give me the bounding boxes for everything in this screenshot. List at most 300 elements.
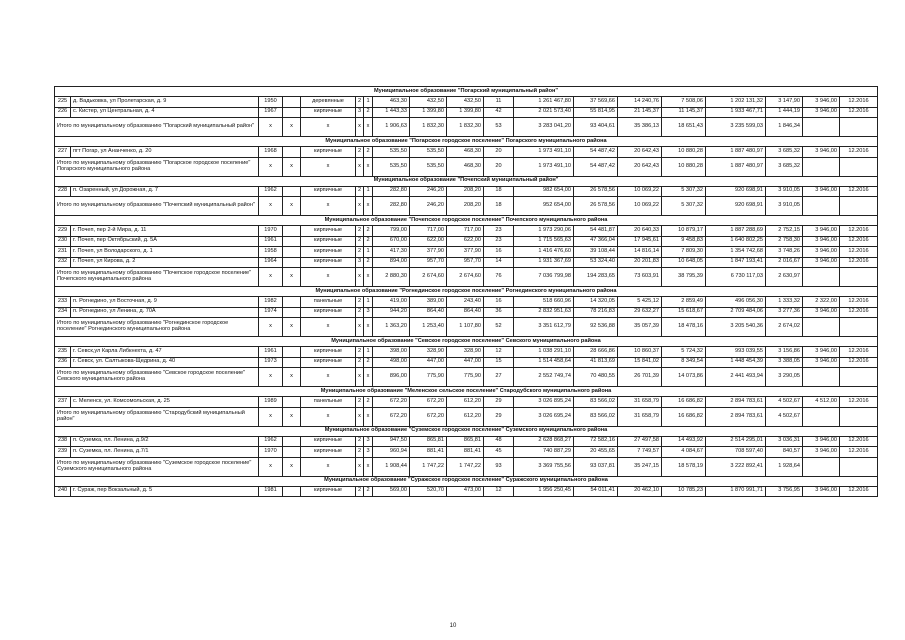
cell-no: 239	[55, 447, 71, 458]
cell-cost-region: 31 658,79	[618, 397, 662, 408]
cell-cost-per-m2: 2 758,30	[766, 236, 803, 247]
cell-cost-local: 7 508,06	[662, 97, 706, 108]
total-cost-total: 3 351 612,79	[514, 318, 574, 337]
cell-cost-limit: 3 946,00	[803, 307, 840, 318]
cell-cost-region: 15 841,02	[618, 357, 662, 368]
total-area-private: 208,20	[447, 197, 484, 216]
cell-walls: кирпичные	[301, 226, 356, 237]
total-area-living: 1 253,40	[410, 318, 447, 337]
total-d: x	[356, 457, 364, 476]
cell-area-living: 432,50	[410, 97, 447, 108]
cell-area-total: 417,30	[373, 247, 410, 258]
total-b: x	[283, 197, 301, 216]
total-area-private: 1 747,22	[447, 457, 484, 476]
cell-walls: кирпичные	[301, 247, 356, 258]
total-d: x	[356, 318, 364, 337]
total-cost-total: 2 552 749,74	[514, 368, 574, 387]
cell-cost-total: 1 956 250,45	[514, 486, 574, 497]
cell-no: 237	[55, 397, 71, 408]
cell-cost-fund: 54 011,41	[574, 486, 618, 497]
cell-deadline: 12.2016	[840, 186, 878, 197]
cell-cost-owners: 1 887 480,97	[706, 147, 766, 158]
cell-cost-local: 10 785,23	[662, 486, 706, 497]
cell-cost-region: 5 425,12	[618, 297, 662, 308]
section-title: Муниципальное образование "Меленское сельское поселение" Стародубского муниципального района	[55, 387, 878, 397]
cell-area-living: 447,00	[410, 357, 447, 368]
cell-area-private: 957,70	[447, 257, 484, 268]
total-residents: 76	[484, 268, 514, 287]
cell-cost-fund: 78 216,83	[574, 307, 618, 318]
total-b: x	[283, 118, 301, 137]
cell-cost-limit: 3 946,00	[803, 486, 840, 497]
section-title: Муниципальное образование "Почепский муниципальный район"	[55, 176, 878, 186]
total-b: x	[283, 407, 301, 426]
cell-floors: 2	[356, 307, 364, 318]
cell-cost-limit: 3 946,00	[803, 236, 840, 247]
cell-floors: 2	[356, 357, 364, 368]
total-area-total: 535,50	[373, 157, 410, 176]
cell-area-total: 944,20	[373, 307, 410, 318]
cell-address: п. Озаренный, ул Дорожная, д. 7	[71, 186, 259, 197]
cell-deadline: 12.2016	[840, 236, 878, 247]
blank-cell	[840, 407, 878, 426]
cell-walls: панельные	[301, 397, 356, 408]
cell-address: г. Севск, ул. Салтыкова-Щедрина, д. 40	[71, 357, 259, 368]
total-d: x	[356, 268, 364, 287]
cell-walls: кирпичные	[301, 436, 356, 447]
cell-walls: кирпичные	[301, 186, 356, 197]
total-residents: 18	[484, 197, 514, 216]
cell-cost-owners: 496 056,30	[706, 297, 766, 308]
section-header	[55, 137, 878, 147]
cell-cost-limit: 3 946,00	[803, 247, 840, 258]
cell-cost-per-m2: 3 685,32	[766, 147, 803, 158]
blank-cell	[283, 486, 301, 497]
total-c: x	[301, 457, 356, 476]
cell-cost-region: 27 497,58	[618, 436, 662, 447]
total-a: x	[259, 318, 283, 337]
cell-address: г. Севск,ул Карла Либкнехта, д. 47	[71, 347, 259, 358]
total-label: Итого по муниципальному образованию "Погарский муниципальный район"	[55, 118, 259, 137]
cell-no: 227	[55, 147, 71, 158]
cell-entrances: 1	[364, 186, 373, 197]
section-title: Муниципальное образование "Суземское городское поселение" Суземского муниципального района	[55, 426, 878, 436]
cell-floors: 2	[356, 226, 364, 237]
cell-cost-limit: 3 946,00	[803, 186, 840, 197]
blank-cell	[840, 118, 878, 137]
total-area-total: 672,20	[373, 407, 410, 426]
cell-cost-region: 14 240,76	[618, 97, 662, 108]
cell-cost-local: 10 880,28	[662, 147, 706, 158]
cell-no: 234	[55, 307, 71, 318]
cell-area-total: 419,00	[373, 297, 410, 308]
cell-walls: кирпичные	[301, 307, 356, 318]
cell-area-total: 1 443,33	[373, 107, 410, 118]
cell-floors: 2	[356, 347, 364, 358]
total-area-total: 1 908,44	[373, 457, 410, 476]
cell-address: п. Рогнедино, ул Ленина, д. 70А	[71, 307, 259, 318]
section-title: Муниципальное образование "Севское городское поселение" Севского муниципального района	[55, 337, 878, 347]
total-cost-per-m2: 2 674,02	[766, 318, 803, 337]
total-d: x	[356, 368, 364, 387]
total-a: x	[259, 457, 283, 476]
total-residents: 29	[484, 407, 514, 426]
cell-address: п. Суземка, пл. Ленина, д.7/1	[71, 447, 259, 458]
cell-residents: 15	[484, 357, 514, 368]
cell-floors: 2	[356, 186, 364, 197]
cell-area-total: 463,30	[373, 97, 410, 108]
cell-cost-local: 10 879,17	[662, 226, 706, 237]
blank-cell	[283, 186, 301, 197]
cell-cost-local: 10 648,05	[662, 257, 706, 268]
total-label: Итого по муниципальному образованию "Суземское городское поселение" Суземского муниципального района	[55, 457, 259, 476]
cell-cost-fund: 55 814,95	[574, 107, 618, 118]
total-area-living: 1 747,22	[410, 457, 447, 476]
cell-cost-local: 5 307,32	[662, 186, 706, 197]
total-cost-total: 3 369 755,56	[514, 457, 574, 476]
cell-area-living: 389,00	[410, 297, 447, 308]
cell-cost-region: 20 642,43	[618, 147, 662, 158]
total-label: Итого по муниципальному образованию "Почепский муниципальный район"	[55, 197, 259, 216]
cell-entrances: 1	[364, 97, 373, 108]
cell-cost-total: 1 514 458,64	[514, 357, 574, 368]
total-a: x	[259, 368, 283, 387]
total-b: x	[283, 318, 301, 337]
total-e: x	[364, 197, 373, 216]
cell-cost-region: 20 201,83	[618, 257, 662, 268]
total-area-private: 612,20	[447, 407, 484, 426]
cell-floors: 3	[356, 257, 364, 268]
cell-no: 236	[55, 357, 71, 368]
table-row	[55, 397, 878, 408]
cell-cost-owners: 993 039,55	[706, 347, 766, 358]
cell-cost-local: 11 145,37	[662, 107, 706, 118]
blank-cell	[803, 368, 840, 387]
cell-walls: кирпичные	[301, 236, 356, 247]
cell-cost-owners: 1 354 742,68	[706, 247, 766, 258]
total-residents: 52	[484, 318, 514, 337]
cell-deadline: 12.2016	[840, 357, 878, 368]
total-d: x	[356, 407, 364, 426]
cell-cost-total: 1 261 467,80	[514, 97, 574, 108]
cell-year: 1970	[259, 447, 283, 458]
cell-deadline: 12.2016	[840, 486, 878, 497]
cell-cost-region: 10 860,37	[618, 347, 662, 358]
cell-deadline: 12.2016	[840, 307, 878, 318]
cell-cost-owners: 1 202 131,32	[706, 97, 766, 108]
total-area-total: 2 880,30	[373, 268, 410, 287]
cell-area-private: 473,00	[447, 486, 484, 497]
total-area-total: 282,80	[373, 197, 410, 216]
cell-cost-owners: 2 709 484,06	[706, 307, 766, 318]
cell-entrances: 1	[364, 347, 373, 358]
cell-area-living: 1 399,80	[410, 107, 447, 118]
blank-cell	[283, 307, 301, 318]
cell-deadline: 12.2016	[840, 447, 878, 458]
total-cost-per-m2: 4 502,67	[766, 407, 803, 426]
total-a: x	[259, 407, 283, 426]
total-area-private: 1 832,30	[447, 118, 484, 137]
cell-deadline: 12.2016	[840, 297, 878, 308]
cell-area-living: 864,40	[410, 307, 447, 318]
total-cost-region: 10 069,22	[618, 197, 662, 216]
cell-deadline: 12.2016	[840, 147, 878, 158]
blank-cell	[283, 447, 301, 458]
blank-cell	[283, 107, 301, 118]
cell-cost-local: 5 724,32	[662, 347, 706, 358]
total-cost-local: 18 651,43	[662, 118, 706, 137]
cell-cost-per-m2: 4 502,67	[766, 397, 803, 408]
cell-cost-owners: 1 887 288,69	[706, 226, 766, 237]
cell-no: 240	[55, 486, 71, 497]
cell-deadline: 12.2016	[840, 436, 878, 447]
cell-cost-fund: 41 813,69	[574, 357, 618, 368]
cell-area-total: 569,00	[373, 486, 410, 497]
total-row	[55, 407, 878, 426]
total-c: x	[301, 118, 356, 137]
cell-deadline: 12.2016	[840, 107, 878, 118]
total-c: x	[301, 197, 356, 216]
cell-cost-limit: 2 322,00	[803, 297, 840, 308]
section-header	[55, 287, 878, 297]
cell-cost-per-m2: 1 444,19	[766, 107, 803, 118]
section-title: Муниципальное образование "Рогнединское городское поселение" Рогнединского муниципального района	[55, 287, 878, 297]
cell-residents: 23	[484, 226, 514, 237]
cell-cost-fund: 47 366,04	[574, 236, 618, 247]
cell-year: 1962	[259, 186, 283, 197]
cell-cost-total: 1 416 476,60	[514, 247, 574, 258]
blank-cell	[283, 357, 301, 368]
cell-entrances: 2	[364, 226, 373, 237]
cell-entrances: 2	[364, 257, 373, 268]
total-cost-per-m2: 3 910,05	[766, 197, 803, 216]
cell-year: 1981	[259, 486, 283, 497]
cell-cost-fund: 53 324,40	[574, 257, 618, 268]
cell-area-living: 622,00	[410, 236, 447, 247]
cell-area-living: 328,90	[410, 347, 447, 358]
total-e: x	[364, 407, 373, 426]
cell-residents: 45	[484, 447, 514, 458]
total-area-total: 1 363,20	[373, 318, 410, 337]
cell-residents: 11	[484, 97, 514, 108]
cell-cost-region: 17 945,61	[618, 236, 662, 247]
cell-area-living: 957,70	[410, 257, 447, 268]
section-title: Муниципальное образование "Погарский муниципальный район"	[55, 87, 878, 97]
cell-cost-total: 1 931 367,69	[514, 257, 574, 268]
total-cost-per-m2: 3 685,32	[766, 157, 803, 176]
cell-cost-fund: 37 569,66	[574, 97, 618, 108]
blank-cell	[283, 147, 301, 158]
cell-year: 1967	[259, 107, 283, 118]
cell-cost-local: 15 618,67	[662, 307, 706, 318]
cell-deadline: 12.2016	[840, 97, 878, 108]
section-header	[55, 176, 878, 186]
blank-cell	[283, 297, 301, 308]
cell-address: с. Меленск, ул. Комсомольская, д. 25	[71, 397, 259, 408]
cell-cost-total: 3 026 895,24	[514, 397, 574, 408]
cell-area-living: 672,20	[410, 397, 447, 408]
total-cost-region: 73 603,91	[618, 268, 662, 287]
total-cost-total: 3 283 041,20	[514, 118, 574, 137]
total-a: x	[259, 268, 283, 287]
blank-cell	[803, 157, 840, 176]
cell-cost-limit: 3 946,00	[803, 257, 840, 268]
cell-area-total: 282,80	[373, 186, 410, 197]
total-cost-fund: 26 578,56	[574, 197, 618, 216]
cell-cost-limit: 3 946,00	[803, 147, 840, 158]
cell-area-private: 432,50	[447, 97, 484, 108]
cell-area-total: 670,00	[373, 236, 410, 247]
cell-cost-owners: 2 894 783,61	[706, 397, 766, 408]
blank-cell	[803, 268, 840, 287]
cell-cost-per-m2: 3 748,26	[766, 247, 803, 258]
table-row	[55, 107, 878, 118]
cell-area-private: 612,20	[447, 397, 484, 408]
cell-cost-fund: 72 582,16	[574, 436, 618, 447]
cell-year: 1970	[259, 226, 283, 237]
blank-cell	[803, 457, 840, 476]
table-row	[55, 347, 878, 358]
table-row	[55, 186, 878, 197]
cell-cost-local: 16 686,82	[662, 397, 706, 408]
cell-floors: 3	[356, 107, 364, 118]
blank-cell	[283, 257, 301, 268]
total-d: x	[356, 197, 364, 216]
total-cost-total: 1 973 491,10	[514, 157, 574, 176]
cell-cost-owners: 1 640 802,25	[706, 236, 766, 247]
total-cost-region: 20 642,43	[618, 157, 662, 176]
cell-cost-total: 2 628 868,27	[514, 436, 574, 447]
blank-cell	[840, 457, 878, 476]
cell-address: г. Почеп, ул Кирова, д. 2	[71, 257, 259, 268]
cell-cost-limit: 3 946,00	[803, 357, 840, 368]
total-cost-owners: 6 730 117,03	[706, 268, 766, 287]
section-header	[55, 426, 878, 436]
total-area-private: 468,30	[447, 157, 484, 176]
blank-cell	[840, 318, 878, 337]
total-cost-fund: 54 487,42	[574, 157, 618, 176]
cell-entrances: 1	[364, 297, 373, 308]
cell-entrances: 2	[364, 486, 373, 497]
cell-area-private: 208,20	[447, 186, 484, 197]
total-cost-fund: 93 037,81	[574, 457, 618, 476]
cell-area-total: 960,94	[373, 447, 410, 458]
total-area-private: 1 107,80	[447, 318, 484, 337]
cell-cost-local: 9 458,83	[662, 236, 706, 247]
cell-floors: 2	[356, 436, 364, 447]
cell-cost-limit: 4 512,00	[803, 397, 840, 408]
blank-cell	[283, 436, 301, 447]
cell-cost-fund: 20 455,65	[574, 447, 618, 458]
cell-year: 1958	[259, 247, 283, 258]
total-area-private: 775,90	[447, 368, 484, 387]
table-row	[55, 297, 878, 308]
cell-no: 235	[55, 347, 71, 358]
total-e: x	[364, 118, 373, 137]
cell-cost-owners: 1 847 193,41	[706, 257, 766, 268]
blank-cell	[283, 397, 301, 408]
blank-cell	[803, 197, 840, 216]
cell-floors: 2	[356, 297, 364, 308]
cell-deadline: 12.2016	[840, 247, 878, 258]
cell-floors: 2	[356, 447, 364, 458]
table-row	[55, 436, 878, 447]
section-header	[55, 337, 878, 347]
cell-deadline: 12.2016	[840, 257, 878, 268]
housing-register-table	[54, 86, 878, 497]
total-area-total: 896,00	[373, 368, 410, 387]
cell-address: г. Почеп, пер Октябрьский, д. 5А	[71, 236, 259, 247]
cell-cost-owners: 708 597,40	[706, 447, 766, 458]
total-label: Итого по муниципальному образованию "Погарское городское поселение" Погарского муниципального района	[55, 157, 259, 176]
cell-residents: 18	[484, 186, 514, 197]
cell-cost-limit: 3 946,00	[803, 226, 840, 237]
cell-cost-total: 518 660,96	[514, 297, 574, 308]
cell-area-private: 377,90	[447, 247, 484, 258]
total-c: x	[301, 157, 356, 176]
cell-residents: 42	[484, 107, 514, 118]
cell-entrances: 2	[364, 236, 373, 247]
cell-walls: кирпичные	[301, 107, 356, 118]
total-area-living: 775,90	[410, 368, 447, 387]
total-cost-fund: 194 283,65	[574, 268, 618, 287]
cell-cost-local: 7 809,30	[662, 247, 706, 258]
total-residents: 53	[484, 118, 514, 137]
cell-residents: 16	[484, 247, 514, 258]
total-cost-owners: 3 205 540,36	[706, 318, 766, 337]
total-cost-fund: 83 566,02	[574, 407, 618, 426]
table-row	[55, 357, 878, 368]
cell-cost-per-m2: 3 910,05	[766, 186, 803, 197]
total-area-living: 672,20	[410, 407, 447, 426]
cell-year: 1950	[259, 97, 283, 108]
cell-cost-region: 14 816,14	[618, 247, 662, 258]
cell-cost-total: 1 038 291,10	[514, 347, 574, 358]
cell-cost-per-m2: 3 277,36	[766, 307, 803, 318]
blank-cell	[283, 236, 301, 247]
total-cost-fund: 70 480,55	[574, 368, 618, 387]
cell-area-total: 535,50	[373, 147, 410, 158]
cell-cost-per-m2: 3 756,95	[766, 486, 803, 497]
cell-floors: 2	[356, 147, 364, 158]
cell-walls: кирпичные	[301, 357, 356, 368]
total-b: x	[283, 457, 301, 476]
total-cost-per-m2: 1 846,34	[766, 118, 803, 137]
total-area-private: 2 674,60	[447, 268, 484, 287]
cell-cost-per-m2: 2 752,15	[766, 226, 803, 237]
section-header	[55, 476, 878, 486]
cell-cost-fund: 39 108,44	[574, 247, 618, 258]
blank-cell	[803, 318, 840, 337]
total-cost-fund: 93 404,61	[574, 118, 618, 137]
cell-cost-per-m2: 3 156,86	[766, 347, 803, 358]
cell-area-private: 447,00	[447, 357, 484, 368]
cell-residents: 14	[484, 257, 514, 268]
cell-area-living: 520,70	[410, 486, 447, 497]
cell-address: г. Сураж, пер Вокзальный, д. 5	[71, 486, 259, 497]
cell-entrances: 2	[364, 357, 373, 368]
total-residents: 93	[484, 457, 514, 476]
total-c: x	[301, 268, 356, 287]
cell-area-private: 622,00	[447, 236, 484, 247]
cell-address: п. Суземка, пл. Ленина, д.9/2	[71, 436, 259, 447]
cell-cost-limit: 3 946,00	[803, 436, 840, 447]
cell-walls: панельные	[301, 297, 356, 308]
total-c: x	[301, 407, 356, 426]
cell-no: 225	[55, 97, 71, 108]
section-title: Муниципальное образование "Погарское городское поселение" Погарского муниципального района	[55, 137, 878, 147]
total-d: x	[356, 118, 364, 137]
